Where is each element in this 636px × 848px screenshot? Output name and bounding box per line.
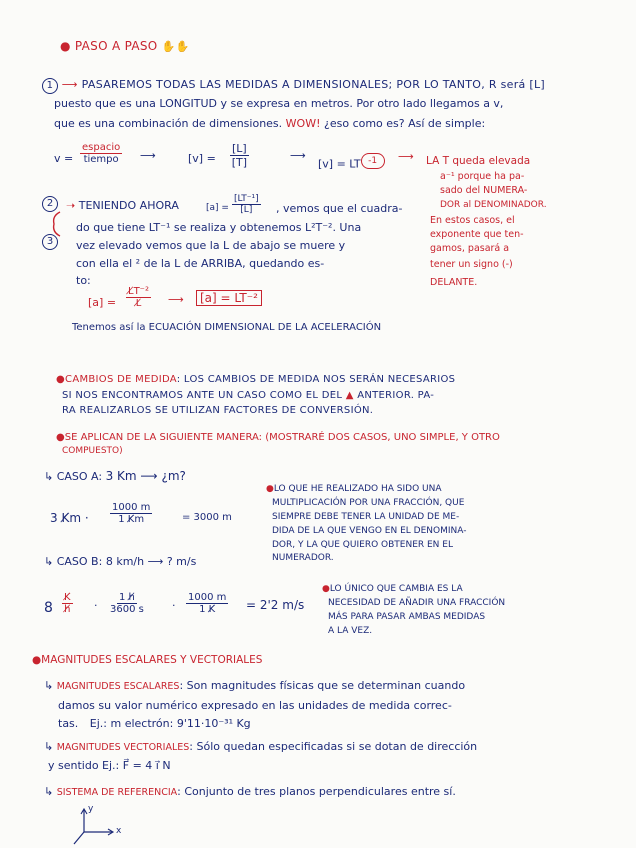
arrow-return-icon: ↳ bbox=[44, 679, 54, 692]
vec-line2: y sentido Ej.: F⃗ = 4 i⃗ N bbox=[48, 759, 171, 772]
esc-text3a: tas. bbox=[58, 717, 79, 730]
note-line8: tener un signo (-) bbox=[430, 259, 513, 270]
caseB-f3-den: 1 K̸ bbox=[199, 604, 216, 615]
sys-text1: : Conjunto de tres planos perpendiculares entre sí. bbox=[177, 785, 456, 798]
heading-title: PASO A PASO bbox=[74, 39, 158, 53]
step2-line2: do que tiene LT⁻¹ se realiza y obtenemos L²T⁻². Una bbox=[76, 221, 362, 234]
arrow-right-icon: ⟶ bbox=[398, 150, 414, 163]
note-line7: gamos, pasará a bbox=[430, 243, 510, 254]
caseA-note1: ●LO QUE HE REALIZADO HA SIDO UNA bbox=[266, 484, 442, 494]
step2-line5: to: bbox=[76, 274, 91, 287]
changes-text2a: SI NOS ENCONTRAMOS ANTE UN CASO COMO EL DEL bbox=[62, 390, 343, 401]
section-heading bbox=[60, 40, 190, 54]
caseA-fraction bbox=[110, 502, 152, 525]
step1-number: 1 bbox=[42, 78, 58, 94]
eq-v2-numerator: [L] bbox=[232, 142, 247, 155]
eq-v3-text: [v] = LT bbox=[318, 157, 361, 171]
magnitudes-heading: ●MAGNITUDES ESCALARES Y VECTORIALES bbox=[32, 654, 263, 666]
caseB-label: CASO B: bbox=[56, 555, 103, 568]
warning-triangle-icon: ▲ bbox=[345, 390, 354, 401]
step2-frac-den: [L] bbox=[240, 205, 253, 215]
caseB-note4: A LA VEZ. bbox=[328, 626, 373, 636]
note-line2: a⁻¹ porque ha pa- bbox=[440, 171, 525, 182]
caseA-den: 1 K̸m bbox=[118, 514, 145, 525]
bullet-icon: ● bbox=[56, 374, 66, 385]
arrow-return-icon: ↳ bbox=[44, 740, 54, 753]
changes-line2 bbox=[62, 390, 434, 402]
arrow-return-icon: ↳ bbox=[44, 555, 54, 568]
caseA-question: 3 Km ⟶ ¿m? bbox=[105, 469, 186, 483]
arrow-return-icon: ↳ bbox=[44, 785, 54, 798]
caseB-lead: 8 bbox=[44, 600, 53, 616]
step2-line1 bbox=[66, 200, 179, 213]
caseB-f1-den: h̸ bbox=[64, 604, 71, 615]
apply-line1: ●SE APLICAN DE LA SIGUIENTE MANERA: (MOSTRARÉ DOS CASOS, UNO SIMPLE, Y OTRO bbox=[56, 432, 500, 443]
sys-label: SISTEMA DE REFERENCIA bbox=[56, 787, 178, 798]
changes-title: CAMBIOS DE MEDIDA bbox=[65, 374, 177, 385]
caseA-note3: SIEMPRE DEBE TENER LA UNIDAD DE ME- bbox=[272, 512, 460, 522]
eq-v2-lhs: [v] = bbox=[188, 152, 216, 165]
sys-line1 bbox=[44, 786, 456, 799]
vec-line1 bbox=[44, 741, 477, 754]
step2-line4: con ella el ² de la L de ARRIBA, quedando es- bbox=[76, 257, 325, 270]
caseA-note5: DOR, Y LA QUE QUIERO OBTENER EN EL bbox=[272, 540, 453, 550]
hand-clap-icon: ✋✋ bbox=[161, 40, 190, 53]
wow-text: WOW! bbox=[285, 117, 321, 130]
esc-text1: : Son magnitudes físicas que se determinan cuando bbox=[179, 679, 466, 692]
arrow-return-icon: ↳ bbox=[44, 470, 54, 483]
step2-text1b: , vemos que el cuadra- bbox=[276, 202, 403, 215]
note-line9: DELANTE. bbox=[430, 277, 478, 288]
bullet-icon: ● bbox=[56, 432, 65, 443]
step2-conclusion: Tenemos así la ECUACIÓN DIMENSIONAL DE LA ACELERACIÓN bbox=[72, 322, 382, 333]
result-boxed: [a] = LT⁻² bbox=[196, 292, 262, 306]
caseB-note3: MÁS PARA PASAR AMBAS MEDIDAS bbox=[328, 612, 486, 622]
eq-v3-exponent: -1 bbox=[361, 153, 385, 169]
step2-frac-lhs: [a] = bbox=[206, 203, 229, 213]
step1-text3b: ¿eso como es? Así de simple: bbox=[324, 117, 486, 130]
step1-text1: PASAREMOS TODAS LAS MEDIDAS A DIMENSIONALES; POR LO TANTO, R será [L] bbox=[81, 78, 545, 91]
caseB-note1: ●LO ÚNICO QUE CAMBIA ES LA bbox=[322, 584, 463, 594]
caseA-result: = 3000 m bbox=[182, 512, 232, 523]
caseB-frac3 bbox=[186, 592, 228, 615]
arrow-right-icon: ➝ bbox=[66, 199, 76, 212]
caseA-header bbox=[44, 470, 186, 484]
note-line3: sado del NUMERA- bbox=[440, 185, 528, 196]
vec-text1: : Sólo quedan especificadas si se dotan de dirección bbox=[189, 740, 478, 753]
changes-line1 bbox=[56, 374, 455, 386]
eq-v-lhs: v = bbox=[54, 152, 74, 165]
step1-line3 bbox=[54, 118, 485, 131]
changes-text1: : LOS CAMBIOS DE MEDIDA NOS SERÁN NECESARIOS bbox=[176, 374, 456, 385]
note-line5: En estos casos, el bbox=[430, 215, 515, 226]
caseB-f3-num: 1000 m bbox=[188, 592, 227, 603]
caseA-lhs: 3 K̸m · bbox=[50, 511, 89, 525]
caseB-result: = 2'2 m/s bbox=[246, 598, 305, 612]
arrow-right-icon: ⟶ bbox=[61, 78, 78, 91]
step2-number: 2 bbox=[42, 196, 58, 212]
bullet-icon: ● bbox=[32, 654, 42, 666]
esc-line1 bbox=[44, 680, 465, 693]
caseB-f2-den: 3600 s bbox=[110, 604, 144, 615]
note-line1: LA T queda elevada bbox=[426, 155, 531, 167]
step1-text3a: que es una combinación de dimensiones. bbox=[54, 117, 283, 130]
eq-v2-denominator: [T] bbox=[231, 156, 248, 169]
step2-line3: vez elevado vemos que la L de abajo se muere y bbox=[76, 239, 346, 252]
multiply-dot-icon: · bbox=[172, 599, 176, 612]
caseB-frac1 bbox=[62, 592, 73, 615]
arrow-right-icon: ⟶ bbox=[140, 149, 156, 162]
caseA-label: CASO A: bbox=[56, 470, 103, 483]
step1-line2: puesto que es una LONGITUD y se expresa en metros. Por otro lado llegamos a v, bbox=[54, 97, 504, 110]
caseB-header bbox=[44, 556, 196, 569]
eq-v-fraction bbox=[80, 142, 122, 165]
esc-text3b: Ej.: m electrón: 9'11·10⁻³¹ Kg bbox=[89, 717, 251, 730]
caseA-num: 1000 m bbox=[112, 502, 151, 513]
result-fraction bbox=[126, 286, 151, 309]
esc-line2: damos su valor numérico expresado en las unidades de medida correc- bbox=[58, 699, 452, 712]
arrow-right-icon: ⟶ bbox=[290, 149, 306, 162]
vec-label: MAGNITUDES VECTORIALES bbox=[56, 742, 190, 753]
note-line4: DOR al DENOMINADOR. bbox=[440, 200, 547, 210]
esc-label: MAGNITUDES ESCALARES bbox=[56, 681, 180, 692]
note-line6: exponente que ten- bbox=[430, 229, 524, 240]
changes-text2b: ANTERIOR. PA- bbox=[357, 390, 435, 401]
step2-text1a: TENIENDO AHORA bbox=[78, 199, 179, 212]
esc-line3 bbox=[58, 718, 251, 731]
bullet-icon: ● bbox=[266, 484, 274, 494]
caseA-note2: MULTIPLICACIÓN POR UNA FRACCIÓN, QUE bbox=[272, 498, 465, 508]
axis-y-label: y bbox=[88, 804, 94, 814]
caseB-f1-num: K̸ bbox=[64, 592, 71, 603]
caseB-note2: NECESIDAD DE AÑADIR UNA FRACCIÓN bbox=[328, 598, 506, 608]
changes-line3: RA REALIZARLOS SE UTILIZAN FACTORES DE CONVERSIÓN. bbox=[62, 405, 374, 416]
axis-x-label: x bbox=[116, 826, 122, 836]
bullet-icon: ● bbox=[60, 39, 71, 53]
multiply-dot-icon: · bbox=[94, 599, 98, 612]
caseA-note4: DIDA DE LA QUE VENGO EN EL DENOMINA- bbox=[272, 526, 467, 536]
bullet-icon: ● bbox=[322, 584, 330, 594]
apply-line2: COMPUESTO) bbox=[62, 446, 123, 456]
bracket-icon bbox=[46, 212, 66, 236]
caseB-f2-num: 1 h̸ bbox=[118, 592, 135, 603]
eq-v-numerator: espacio bbox=[82, 142, 121, 153]
step2-frac-num: [LT⁻¹] bbox=[234, 194, 259, 204]
result-lhs: [a] = bbox=[88, 296, 117, 309]
result-num: L̸T⁻² bbox=[128, 286, 149, 297]
eq-v3 bbox=[318, 153, 385, 171]
caseB-frac2 bbox=[110, 592, 144, 615]
caseB-question: 8 km/h ⟶ ? m/s bbox=[105, 555, 197, 568]
step2-fraction bbox=[232, 194, 261, 215]
eq-v-denominator: tiempo bbox=[83, 154, 119, 165]
step3-number: 3 bbox=[42, 234, 58, 250]
step1-line1 bbox=[42, 78, 545, 94]
eq-v2-fraction bbox=[230, 142, 249, 169]
caseA-note6: NUMERADOR. bbox=[272, 553, 334, 563]
arrow-right-icon: ⟶ bbox=[168, 293, 184, 306]
result-den: L̸ bbox=[135, 298, 142, 309]
